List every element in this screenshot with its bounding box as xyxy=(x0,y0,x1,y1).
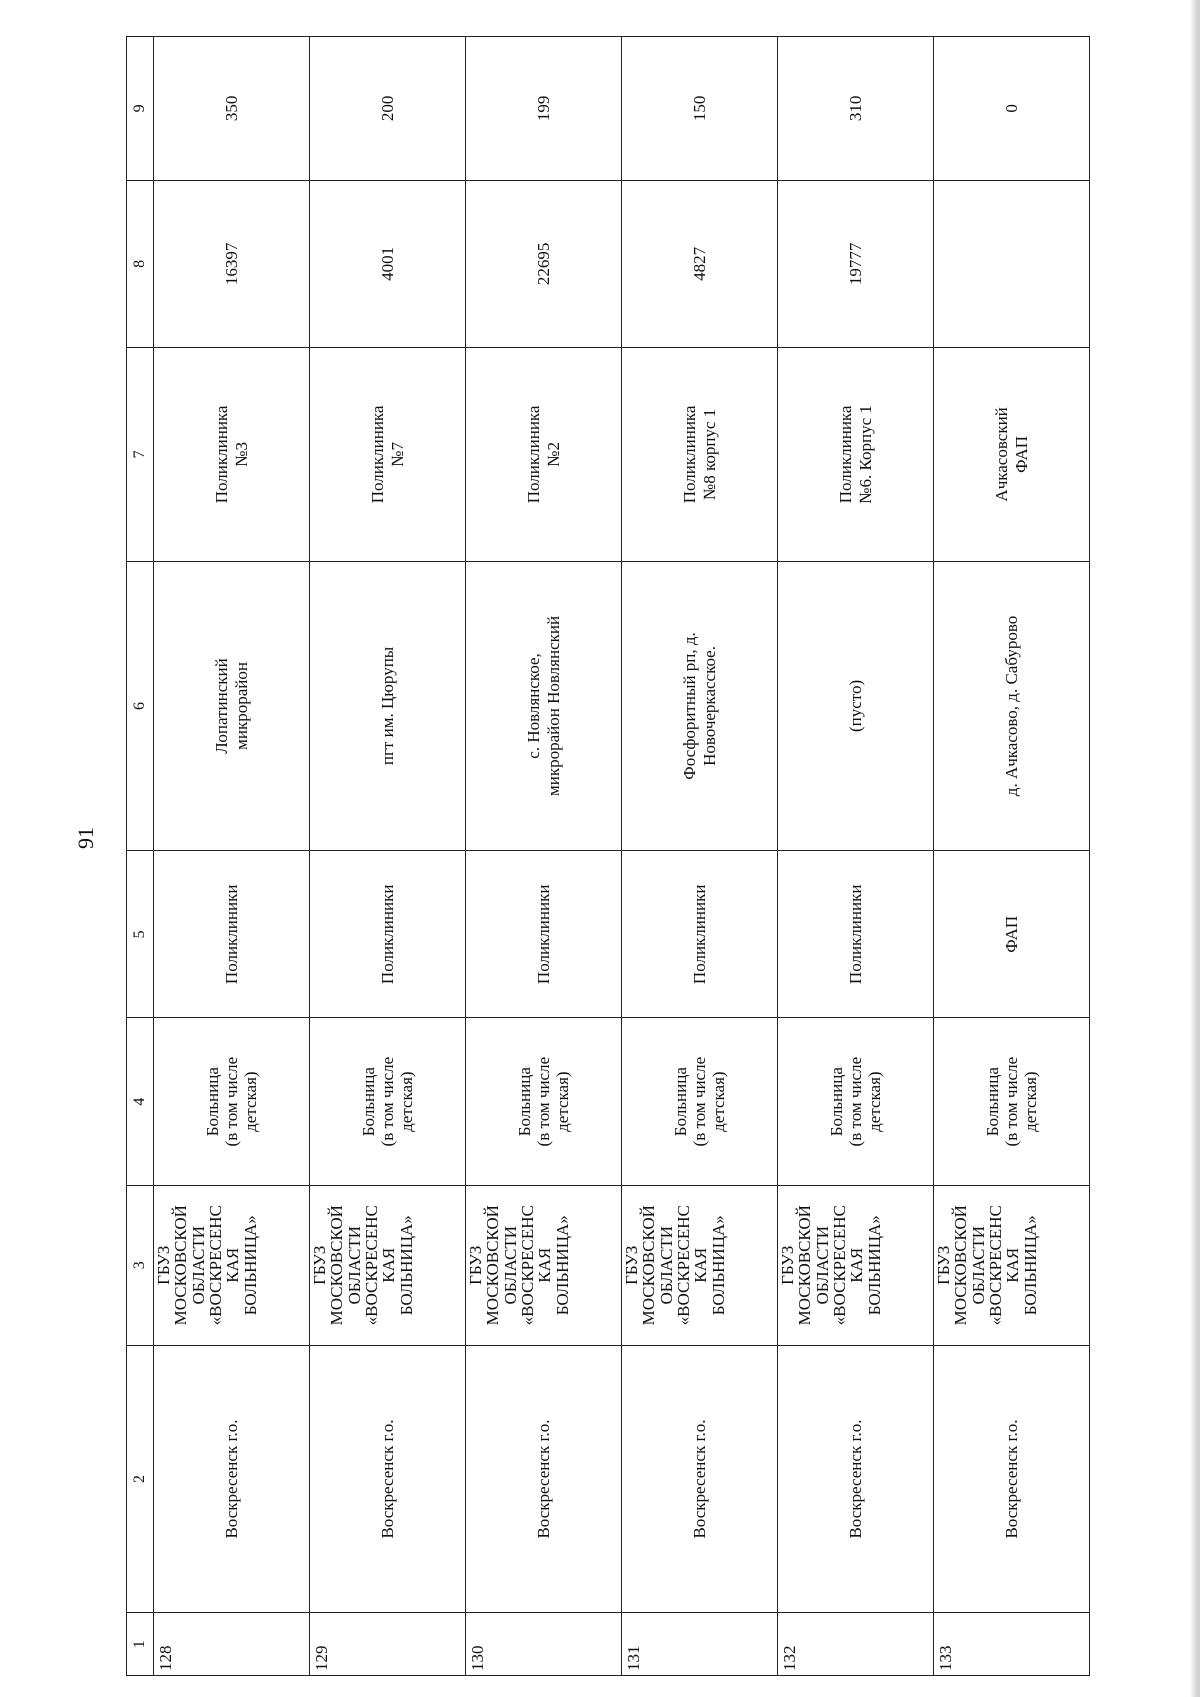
cell-line: ГБУЗ xyxy=(778,1245,797,1285)
capacity-cell: 310 xyxy=(778,37,934,181)
cell-line: КАЯ xyxy=(691,1247,711,1283)
cell-line: детская) xyxy=(709,1071,729,1132)
row-number-cell: 130 xyxy=(466,1613,622,1676)
cell-line: Лопатинский xyxy=(212,658,232,754)
population-cell: 19777 xyxy=(778,180,934,347)
rotated-table-container xyxy=(126,36,1090,1676)
row-number-cell: 131 xyxy=(622,1613,778,1676)
cell-line: ГБУЗ xyxy=(154,1245,173,1285)
cell-line: МОСКОВСКОЙ xyxy=(639,1205,659,1326)
unit-name-cell xyxy=(778,348,934,562)
unit-name-cell xyxy=(622,348,778,562)
cell-line: (в том числе xyxy=(377,1056,397,1147)
cell-line: БОЛЬНИЦА» xyxy=(708,1215,728,1316)
facility-type-cell xyxy=(154,1018,310,1185)
cell-line: Больница xyxy=(358,1067,378,1137)
cell-line: детская) xyxy=(553,1071,573,1132)
cell-line: Поликлиника xyxy=(212,405,232,504)
table-row xyxy=(154,37,310,1676)
facility-type-cell xyxy=(778,1018,934,1185)
cell-line: «ВОСКРЕСЕНС xyxy=(517,1205,537,1326)
cell-line: Поликлиника xyxy=(680,405,700,504)
row-number-cell: 129 xyxy=(310,1613,466,1676)
population-cell xyxy=(934,180,1090,347)
scan-edge-shadow xyxy=(1190,0,1200,1697)
cell-line: Больница xyxy=(202,1067,222,1137)
cell-line: «ВОСКРЕСЕНС xyxy=(673,1205,693,1326)
cell-line: №7 xyxy=(387,442,407,467)
district-cell: Воскресенск г.о. xyxy=(622,1345,778,1613)
cell-line: КАЯ xyxy=(223,1247,243,1283)
cell-line: Больница xyxy=(670,1067,690,1137)
cell-line: БОЛЬНИЦА» xyxy=(1020,1215,1040,1316)
category-cell: Поликлиники xyxy=(622,851,778,1018)
cell-line: МОСКОВСКОЙ xyxy=(951,1205,971,1326)
service-area-cell xyxy=(310,561,466,850)
district-cell: Воскресенск г.о. xyxy=(778,1345,934,1613)
organization-cell xyxy=(466,1185,622,1345)
header-row xyxy=(127,37,154,1676)
cell-line: МОСКОВСКОЙ xyxy=(795,1205,815,1326)
facility-type-cell xyxy=(622,1018,778,1185)
cell-line: ОБЛАСТИ xyxy=(188,1225,208,1305)
table-row xyxy=(934,37,1090,1676)
unit-name-cell xyxy=(154,348,310,562)
unit-name-cell xyxy=(934,348,1090,562)
cell-line: Поликлиника xyxy=(836,405,856,504)
population-cell: 16397 xyxy=(154,180,310,347)
facility-type-cell xyxy=(310,1018,466,1185)
cell-line: детская) xyxy=(1021,1071,1041,1132)
page-number: 91 xyxy=(73,827,98,849)
service-area-cell xyxy=(466,561,622,850)
cell-line: КАЯ xyxy=(847,1247,867,1283)
cell-line: Новочеркасское. xyxy=(699,646,719,766)
capacity-cell: 150 xyxy=(622,37,778,181)
organization-cell xyxy=(310,1185,466,1345)
cell-line: ОБЛАСТИ xyxy=(812,1225,832,1305)
col-header: 4 xyxy=(127,1018,154,1185)
category-cell: Поликлиники xyxy=(466,851,622,1018)
cell-line: (в том числе xyxy=(1001,1056,1021,1147)
cell-line: Больница xyxy=(982,1067,1002,1137)
cell-line: «ВОСКРЕСЕНС xyxy=(361,1205,381,1326)
facility-type-cell xyxy=(934,1018,1090,1185)
cell-line: (в том числе xyxy=(845,1056,865,1147)
col-header: 5 xyxy=(127,851,154,1018)
col-header: 2 xyxy=(127,1345,154,1613)
population-cell: 22695 xyxy=(466,180,622,347)
cell-line: детская) xyxy=(397,1071,417,1132)
cell-line: Поликлиника xyxy=(368,405,388,504)
organization-cell xyxy=(778,1185,934,1345)
population-cell: 4827 xyxy=(622,180,778,347)
district-cell: Воскресенск г.о. xyxy=(310,1345,466,1613)
cell-line: ОБЛАСТИ xyxy=(500,1225,520,1305)
table-row xyxy=(310,37,466,1676)
col-header: 6 xyxy=(127,561,154,850)
cell-line: детская) xyxy=(865,1071,885,1132)
population-cell: 4001 xyxy=(310,180,466,347)
col-header: 9 xyxy=(127,37,154,181)
category-cell: Поликлиники xyxy=(310,851,466,1018)
cell-line: Поликлиника xyxy=(524,405,544,504)
cell-line: пгт им. Цюрупы xyxy=(377,646,397,766)
table-row xyxy=(622,37,778,1676)
cell-line: ОБЛАСТИ xyxy=(344,1225,364,1305)
col-header: 7 xyxy=(127,348,154,562)
cell-line: с. Новлянское, xyxy=(524,653,544,759)
cell-line: д. Ачкасово, д. Сабурово xyxy=(1001,615,1021,797)
organization-cell xyxy=(934,1185,1090,1345)
cell-line: детская) xyxy=(241,1071,261,1132)
col-header: 3 xyxy=(127,1185,154,1345)
cell-line: (в том числе xyxy=(533,1056,553,1147)
category-cell: ФАП xyxy=(934,851,1090,1018)
capacity-cell: 200 xyxy=(310,37,466,181)
unit-name-cell xyxy=(310,348,466,562)
cell-line: МОСКОВСКОЙ xyxy=(327,1205,347,1326)
facility-type-cell xyxy=(466,1018,622,1185)
cell-line: БОЛЬНИЦА» xyxy=(552,1215,572,1316)
category-cell: Поликлиники xyxy=(778,851,934,1018)
table-body xyxy=(154,37,1090,1676)
cell-line: МОСКОВСКОЙ xyxy=(483,1205,503,1326)
row-number-cell: 128 xyxy=(154,1613,310,1676)
cell-line: ОБЛАСТИ xyxy=(968,1225,988,1305)
organization-cell xyxy=(622,1185,778,1345)
service-area-cell xyxy=(154,561,310,850)
unit-name-cell xyxy=(466,348,622,562)
cell-line: БОЛЬНИЦА» xyxy=(240,1215,260,1316)
cell-line: «ВОСКРЕСЕНС xyxy=(205,1205,225,1326)
district-cell: Воскресенск г.о. xyxy=(466,1345,622,1613)
row-number-cell: 132 xyxy=(778,1613,934,1676)
cell-line: Фосфоритный рп, д. xyxy=(680,632,700,780)
cell-line: ОБЛАСТИ xyxy=(656,1225,676,1305)
cell-line: микрорайон Новлянский xyxy=(543,615,563,797)
organization-cell xyxy=(154,1185,310,1345)
cell-line: КАЯ xyxy=(1003,1247,1023,1283)
cell-line: БОЛЬНИЦА» xyxy=(864,1215,884,1316)
cell-line: микрорайон xyxy=(231,662,251,750)
col-header: 1 xyxy=(127,1613,154,1676)
cell-line: КАЯ xyxy=(535,1247,555,1283)
cell-line: Больница xyxy=(514,1067,534,1137)
capacity-cell: 350 xyxy=(154,37,310,181)
cell-line: (в том числе xyxy=(221,1056,241,1147)
cell-line: БОЛЬНИЦА» xyxy=(396,1215,416,1316)
table-row xyxy=(778,37,934,1676)
capacity-cell: 0 xyxy=(934,37,1090,181)
cell-line: ГБУЗ xyxy=(310,1245,329,1285)
district-cell: Воскресенск г.о. xyxy=(154,1345,310,1613)
capacity-cell: 199 xyxy=(466,37,622,181)
cell-line: (в том числе xyxy=(689,1056,709,1147)
cell-line: (пусто) xyxy=(845,679,865,733)
cell-line: №8 корпус 1 xyxy=(699,408,719,501)
col-header: 8 xyxy=(127,180,154,347)
cell-line: Ачкасовский xyxy=(992,407,1012,502)
cell-line: КАЯ xyxy=(379,1247,399,1283)
data-table xyxy=(126,36,1090,1676)
service-area-cell xyxy=(622,561,778,850)
cell-line: №3 xyxy=(231,442,251,467)
cell-line: МОСКОВСКОЙ xyxy=(171,1205,191,1326)
cell-line: №2 xyxy=(543,442,563,467)
cell-line: Больница xyxy=(826,1067,846,1137)
district-cell: Воскресенск г.о. xyxy=(934,1345,1090,1613)
cell-line: ГБУЗ xyxy=(622,1245,641,1285)
table-row xyxy=(466,37,622,1676)
cell-line: ГБУЗ xyxy=(466,1245,485,1285)
service-area-cell xyxy=(778,561,934,850)
row-number-cell: 133 xyxy=(934,1613,1090,1676)
category-cell: Поликлиники xyxy=(154,851,310,1018)
cell-line: №6. Корпус 1 xyxy=(855,405,875,504)
service-area-cell xyxy=(934,561,1090,850)
cell-line: ФАП xyxy=(1011,435,1031,473)
cell-line: «ВОСКРЕСЕНС xyxy=(829,1205,849,1326)
cell-line: «ВОСКРЕСЕНС xyxy=(985,1205,1005,1326)
cell-line: ГБУЗ xyxy=(934,1245,953,1285)
